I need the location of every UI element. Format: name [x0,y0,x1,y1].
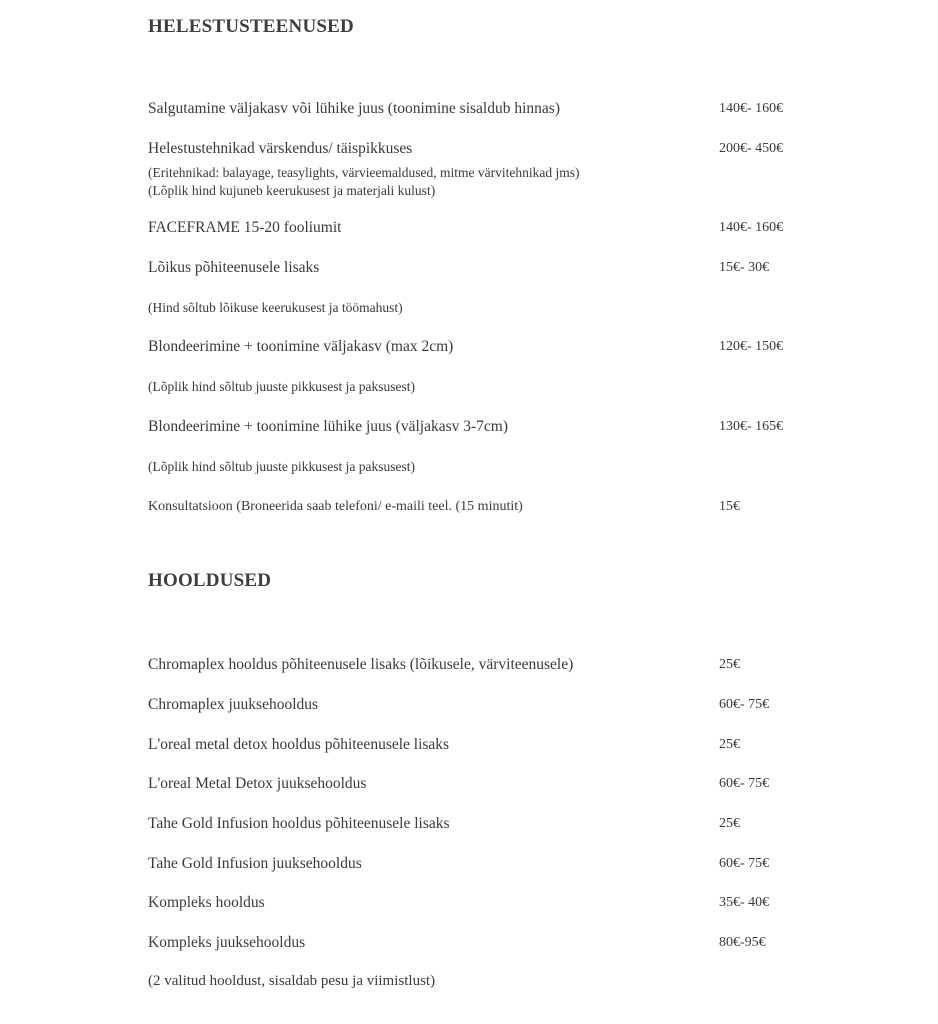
service-name: Helestustehnikad värskendus/ täispikkuses [148,140,413,157]
service-price: 25€ [719,737,740,752]
service-price: 60€- 75€ [719,856,770,871]
service-note: (Hind sõltub lõikuse keerukusest ja töömahust) [148,300,403,315]
service-row [148,694,848,716]
service-price: 130€- 165€ [719,419,784,434]
service-price: 200€- 450€ [719,141,784,156]
service-row [148,813,848,835]
service-name: Kompleks juuksehooldus [148,934,306,951]
service-name: L'oreal metal detox hooldus põhiteenusele lisaks [148,736,450,753]
service-row [148,496,848,518]
service-price: 60€- 75€ [719,697,770,712]
service-note: (Lõplik hind sõltub juuste pikkusest ja paksusest) [148,459,415,474]
service-name: FACEFRAME 15-20 fooliumit [148,219,342,236]
service-price: 60€- 75€ [719,776,770,791]
service-price: 140€- 160€ [719,101,784,116]
service-price: 25€ [719,816,740,831]
service-row [148,892,848,914]
service-price: 140€- 160€ [719,220,784,235]
service-note: (Lõplik hind sõltub juuste pikkusest ja paksusest) [148,379,415,394]
section-title-hooldused: HOOLDUSED [148,570,272,591]
service-row [148,138,848,160]
service-note: (Eritehnikad: balayage, teasylights, värvieemaldused, mitme värvitehnikad jms) [148,165,580,180]
service-name: L'oreal Metal Detox juuksehooldus [148,775,367,792]
service-row [148,654,848,676]
service-note: (2 valitud hooldust, sisaldab pesu ja viimistlust) [148,973,436,989]
service-name: Chromaplex hooldus põhiteenusele lisaks (lõikusele, värviteenusele) [148,656,574,673]
service-price: 25€ [719,657,740,672]
service-name: Tahe Gold Infusion juuksehooldus [148,855,362,872]
service-price: 120€- 150€ [719,339,784,354]
service-row [148,773,848,795]
service-price: 15€ [719,499,740,514]
service-row [148,734,848,756]
service-name: Tahe Gold Infusion hooldus põhiteenusele lisaks [148,815,450,832]
service-price: 35€- 40€ [719,895,770,910]
service-name: Salgutamine väljakasv või lühike juus (toonimine sisaldub hinnas) [148,100,560,117]
service-name: Konsultatsioon (Broneerida saab telefoni/ e-maili teel. (15 minutit) [148,499,523,514]
service-name: Chromaplex juuksehooldus [148,696,319,713]
service-name: Kompleks hooldus [148,894,265,911]
service-row [148,336,848,358]
service-row [148,98,848,120]
service-price: 15€- 30€ [719,260,770,275]
service-row [148,853,848,875]
service-row [148,932,848,954]
service-note: (Lõplik hind kujuneb keerukusest ja materjali kulust) [148,183,436,198]
section-title-helestusteenused: HELESTUSTEENUSED [148,16,354,37]
service-price: 80€-95€ [719,935,766,950]
service-row [148,416,848,438]
service-row [148,217,848,239]
service-name: Blondeerimine + toonimine väljakasv (max 2cm) [148,338,454,355]
service-name: Lõikus põhiteenusele lisaks [148,259,320,276]
service-name: Blondeerimine + toonimine lühike juus (väljakasv 3-7cm) [148,418,508,435]
service-row [148,257,848,279]
